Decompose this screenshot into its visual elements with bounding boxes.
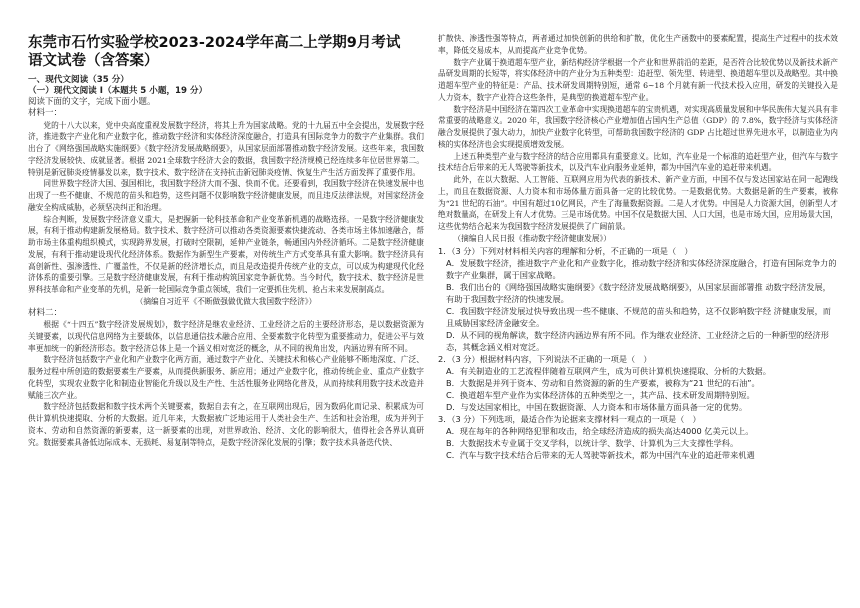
material2-paragraph: 根据《“十四五”数字经济发展规划》，数字经济是继农业经济、工业经济之后的主要经济形态，是以数据资源为关键要素，以现代信息网络为主要载体，以信息通信技术融合应用、全要素数字化转型为重要推动力，促进公平与效率更加统一的新经济形态。数字经济总体上是一个涵义相对宽泛的概念，从不同的视角出发，内涵边界有所不同。 [28, 320, 424, 353]
material2-continued: 扩散快、渗透性强等特点，两者通过加快创新的供给和扩散，优化生产函数中的要素配置，提高生产过程中的技术效率，降低交易成本，从而提高产业竞争优势。 [438, 34, 838, 55]
material1-source: （摘编自习近平《不断做强做优做大我国数字经济》） [135, 296, 317, 306]
subsection-heading: （一）现代文阅读 Ⅰ（本题共 5 小题，19 分） [28, 86, 208, 96]
left-column [28, 34, 424, 448]
material2-label: 材料二： [28, 307, 63, 318]
exam-title-line1: 东莞市石竹实验学校2023-2024学年高二上学期9月考试 [28, 35, 401, 51]
question-2-option-c: C．换道超车型产业作为实体经济体的五种类型之一，其产品、技术研发周期特别短。 [446, 389, 755, 400]
material1-label: 材料一： [28, 108, 63, 118]
material1-paragraph: 党的十八大以来，党中央高度重视发展数字经济，将其上升为国家战略。党的十九届五中全会提出，发展数字经济，推进数字产业化和产业数字化，推动数字经济和实体经济深度融合，打造具有国际竞争力的数字产业集群。我们出台了《网络强国战略实施纲要》《数字经济发展战略纲要》，从国家层面部署推动数字经济发展。这些年来，我国数字经济发展较快、成就显著。根据 2021全球数字经济大会的数据，我国数字经济规模已经连续多年位居世界第二。特别是新冠肺炎疫情暴发以来，数字技术、数字经济在支持抗击新冠肺炎疫情、恢复生产生活方面发挥了重要作用。 [28, 120, 424, 177]
question-2-stem: 2．（3 分）根据材料内容，下列说法不正确的一项是（ ） [438, 353, 652, 364]
question-2-option-b: B．大数据是并列于资本、劳动和自然资源的新的生产要素，被称为“21 世纪的石油”。 [446, 377, 760, 388]
question-1-option-a: A．发展数字经济，推进数字产业化和产业数字化，推动数字经济和实体经济深度融合，打造有国际竞争力的数字产业集群，属于国家战略。 [446, 257, 837, 280]
section-heading: 一、现代文阅读（35 分） [28, 75, 129, 85]
material2-paragraph: 上述五种类型产业与数字经济的结合应用都具有重要意义。比如，汽车业是一个标准的追赶型产业，但汽车与数字技术结合后带来的无人驾驶等新技术，以及汽车业向服务业延伸，都为中国汽车业的追赶带来机遇。 [438, 151, 838, 173]
question-2-option-a: A．有关制造业的工艺流程伴随着互联网产生，成为可供计算机快速提取、分析的大数据。 [446, 365, 771, 376]
material2-paragraph: 数字经济包括数字产业化和产业数字化两方面，通过数字产业化、关键技术和核心产业能够不断地深度、广泛、服务过程中所创造的数据要素生产要素，从而提供新服务、新应用；通过产业数字化，推动传统企业、重点产业数字化转型，实现农业数字化和制造业智能化升级以及生产性、生活性服务业网络化普及，从而持续利用数字技术改造并赋能三次产业。 [28, 355, 424, 400]
instruction-text: 阅读下面的文字，完成下面小题。 [28, 97, 156, 107]
material2-paragraph: 数字经济包括数据和数字技术两个关键要素，数据自去有之，在互联网出现后，因为数码化而记录、积累成为可供计算机快速提取、分析的大数据。近几年来，大数据被广泛地运用于人类社会生产、生活和社会治理，成为并列于资本、劳动和自然资源的新要素，这一新要素的出现，对世界政治、经济、文化的影响很大，值得社会各界认真研究。数据要素具备低边际成本、无损耗、易复制等特点，是数字经济深化发展的引擎；数字技术具备迭代快、 [28, 402, 424, 447]
question-1-option-c: C．我国数字经济发展过快导致出现一些不健康、不规范的苗头和趋势，这不仅影响数字经 济健康发展，而且威胁国家经济金融安全。 [446, 305, 831, 328]
right-column [438, 33, 838, 461]
material1-paragraph: 综合判断，发展数字经济意义重大，是把握新一轮科技革命和产业变革新机遇的战略选择。一是数字经济健康发展，有利于推动构建新发展格局。数字技术、数字经济可以推动各类资源要素快捷流动、各类市场主体加速融合，帮助市场主体重构组织模式，实现跨界发展，打破时空限制，延伸产业链条，畅通国内外经济循环。二是数字经济健康发展，有利于推动建设现代化经济体系。数据作为新型生产要素，对传统生产方式变革具有重大影响。数字经济具有高创新性、强渗透性、广覆盖性，不仅是新的经济增长点，而且是改造提升传统产业的支点，可以成为构建现代化经济体系的重要引擎。三是数字经济健康发展，有利于推动构筑国家竞争新优势。当今时代，数字技术、数字经济是世界科技革命和产业变革的先机，是新一轮国际竞争重点领域，我们一定要抓住先机、抢占未来发展制高点。 [28, 214, 424, 294]
question-3-stem: 3．（3 分）下列选项，最适合作为论据来支撑材料一观点的一项是（ ） [438, 413, 701, 424]
question-3-option-b: B．大数据技术专业属于交叉学科，以统计学、数学、计算机为三大支撑性学科。 [446, 437, 739, 448]
material2-paragraph: 此外，在以大数据、人工智能、互联网应用为代表的新技术、新产业方面，中国不仅与发达国家站在同一起跑线上，而且在数据资源、人力资本和市场体量方面具备一定的比较优势。一是数据优势。大数据是新的生产要素，被称为“21 世纪的石油”。中国有超过10亿网民，产生了海量数据资源。二是人才优势。中国是人力资源大国，创新型人才绝对数量高，在研发上有人才优势。三是市场优势。中国不仅是数据大国、人口大国，也是市场大国，应用场景大国，这些优势结合起来为我国数字经济发展提供了广阔前景。 [438, 175, 838, 231]
question-3-option-a: A．现在每年的各种网络犯罪和攻击，给全球经济造成的损失高达4000 亿美元以上。 [446, 425, 754, 436]
question-2-option-d: D．与发达国家相比，中国在数据资源、人力资本和市场体量方面具备一定的优势。 [446, 401, 748, 412]
material1-paragraph: 同世界数字经济大国、强国相比，我国数字经济大而不强、快而不优。还要看到，我国数字经济在快速发展中也出现了一些不健康、不规范的苗头和趋势，这些问题不仅影响数字经济健康发展，而且违反法律法规，对国家经济金融安全构成威胁，必须坚决纠正和治理。 [28, 179, 424, 212]
material2-source: （摘编自人民日报《推动数字经济健康发展》） [453, 233, 611, 243]
question-3-option-c: C．汽车与数字技术结合后带来的无人驾驶等新技术，都为中国汽车业的追赶带来机遇 [446, 449, 755, 460]
material2-paragraph: 数字产业属于换道超车型产业，新结构经济学根据一个产业和世界前沿的差距，是否符合比较优势以及新技术新产品研发周期的长短等，将实体经济中的产业分为五种类型：追赶型、领先型、转进型、换道超车型以及战略型。其中换道超车型产业的特征是：产品、技术研发周期特别短，通常 6~18 个月就有新一代技术投入应用，研发的关键投入是人力资本，数字产业符合这些条件，是典型的换道超车型产业。 [438, 57, 838, 102]
question-1-option-b: B．我们出台的《网络强国战略实施纲要》《数字经济发展战略纲要》，从国家层面部署推 动数字经济发展，有助于我国数字经济的快速发展。 [446, 281, 831, 304]
exam-title-line2: 语文试卷（含答案） [28, 53, 159, 69]
question-1-stem: 1．（3 分）下列对材料相关内容的理解和分析，不正确的一项是（ ） [438, 245, 693, 256]
material2-paragraph: 数字经济是中国经济在第四次工业革命中实现换道超车的宝贵机遇，对实现高质量发展和中华民族伟大复兴具有非常重要的战略意义。2020 年，我国数字经济核心产业增加值占国内生产总值（GDP）的 7.8%，数字经济与实体经济融合发展提供了强大动力，加快产业数字化转型，可帮助我国数字经济的 GDP 占比超过世界先进水平，以制造业为内核的实体经济也会实现提质增效发展。 [438, 104, 838, 149]
question-1-option-d: D．从不同的视角解读，数字经济内涵边界有所不同。作为继农业经济、工业经济之后的一种新型的经济形态，其概念涵义相对宽泛。 [446, 329, 829, 352]
